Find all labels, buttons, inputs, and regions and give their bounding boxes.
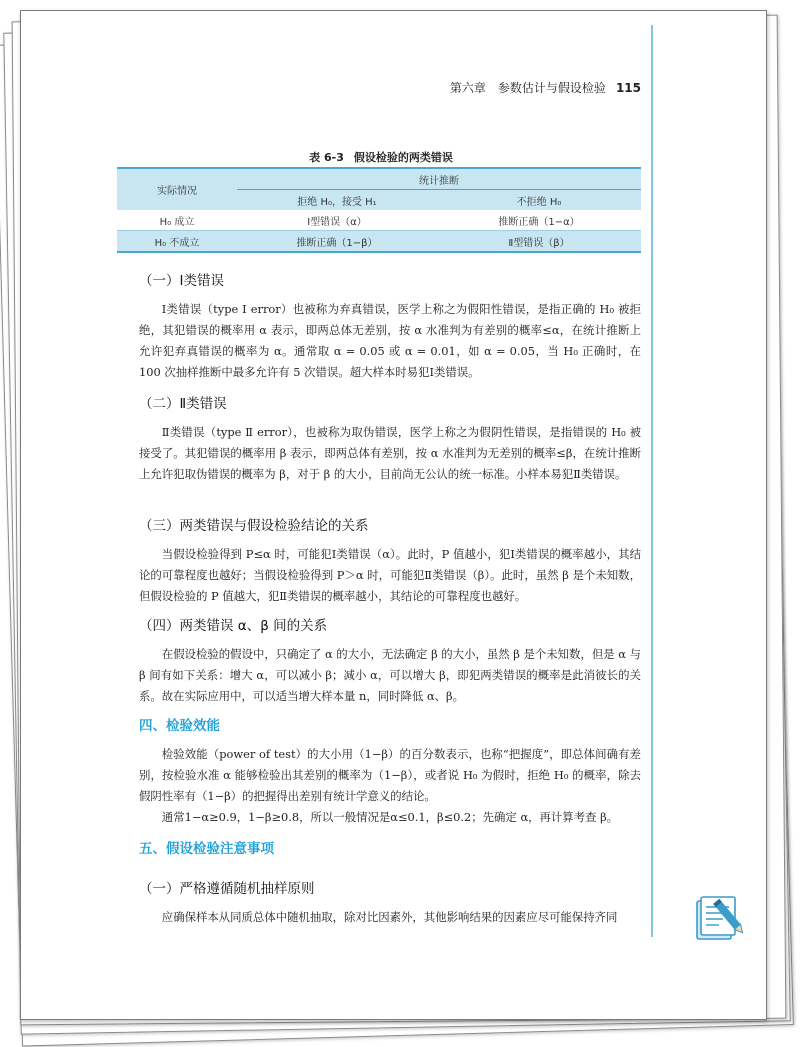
table-caption [121, 149, 641, 165]
table-title: 假设检验的两类错误 [353, 151, 453, 164]
section-heading-type1: （一）Ⅰ类错误 [139, 273, 224, 289]
running-header [441, 79, 641, 96]
table-row [117, 210, 641, 231]
chapter-title: 第六章 参数估计与假设检验 [449, 81, 606, 95]
notebook-pencil-icon [693, 891, 745, 943]
section-heading-random-sampling: （一）严格遵循随机抽样原则 [139, 881, 315, 897]
col-inference-header: 统计推断 [237, 168, 641, 190]
paragraph-type2: Ⅱ类错误（type Ⅱ error），也被称为取伪错误，医学上称之为假阴性错误，是指错误的 H₀ 被接受了。其犯错误的概率用 β 表示，即两总体有差别，按 α 水准判为无差别的概率≤β，在统计推断上允许犯取伪错误的概率为 β，对于 β 的大小，目前尚无公认的统一标准。小样本易犯Ⅱ类错误。 [139, 425, 641, 481]
col-actual-header: 实际情况 [157, 186, 197, 197]
cell-actual: H₀ 不成立 [117, 231, 237, 253]
table-number: 表 6-3 [309, 151, 344, 164]
section-heading-relation: （三）两类错误与假设检验结论的关系 [139, 518, 369, 534]
page-number: 115 [615, 81, 641, 95]
margin-rule [651, 25, 653, 937]
error-types-table [117, 167, 641, 253]
cell-not-reject: 推断正确（1−α） [498, 216, 580, 228]
paragraph-power: 检验效能（power of test）的大小用（1−β）的百分数表示，也称“把握度”，即总体间确有差别，按检验水准 α 能够检验出其差别的概率为（1−β），或者说 H₀ 为假时，拒绝 H₀ 的概率，除去假阴性率有（1−β）的把握得出差别有统计学意义的结论。 [139, 747, 641, 803]
paragraph-relation: 当假设检验得到 P≤α 时，可能犯Ⅰ类错误（α）。此时，P 值越小，犯Ⅰ类错误的概率越小，其结论的可靠程度也越好；当假设检验得到 P＞α 时，可能犯Ⅱ类错误（β）。此时，虽然 β 是个未知数，但假设检验的 P 值越大，犯Ⅱ类错误的概率越小，其结论的可靠程度也越好。 [139, 547, 641, 603]
paragraph-alpha-beta: 在假设检验的假设中，只确定了 α 的大小，无法确定 β 的大小，虽然 β 是个未知数，但是 α 与 β 间有如下关系：增大 α，可以减小 β；减小 α，可以增大 β，即犯两类错误的概率是此消彼长的关系。故在实际应用中，可以适当增大样本量 n，同时降低 α、β。 [139, 647, 641, 703]
paragraph-random-sampling: 应确保样本从同质总体中随机抽取，除对比因素外，其他影响结果的因素应尽可能保持齐同 [161, 910, 618, 924]
cell-not-reject: Ⅱ型错误（β） [437, 231, 641, 253]
book-page [20, 10, 767, 1020]
paragraph-power-thresholds: 通常1−α≥0.9，1−β≥0.8，所以一般情况是α≤0.1，β≤0.2；先确定 α，再计算考查 β。 [161, 810, 619, 824]
section-heading-type2: （二）Ⅱ类错误 [139, 396, 227, 412]
table-row [117, 231, 641, 253]
col-reject-header: 拒绝 H₀，接受 H₁ [297, 196, 377, 208]
cell-reject: Ⅰ型错误（α） [307, 216, 367, 228]
cell-actual: H₀ 成立 [159, 216, 195, 228]
heading-notes: 五、假设检验注意事项 [139, 841, 274, 857]
heading-power: 四、检验效能 [139, 718, 220, 734]
cell-reject: 推断正确（1−β） [237, 231, 437, 253]
section-heading-alpha-beta: （四）两类错误 α、β 间的关系 [139, 618, 328, 634]
col-not-reject-header: 不拒绝 H₀ [516, 196, 562, 208]
paragraph-type1: Ⅰ类错误（type Ⅰ error）也被称为弃真错误，医学上称之为假阳性错误，是指正确的 H₀ 被拒绝，其犯错误的概率用 α 表示，即两总体无差别，按 α 水准判为有差别的概率≤α，在统计推断上允许犯弃真错误的概率为 α。通常取 α = 0.05 或 α = 0.01，如 α = 0.05，当 H₀ 正确时，在 100 次抽样推断中最多允许有 5 次错误。超大样本时易犯Ⅰ类错误。 [139, 302, 641, 379]
